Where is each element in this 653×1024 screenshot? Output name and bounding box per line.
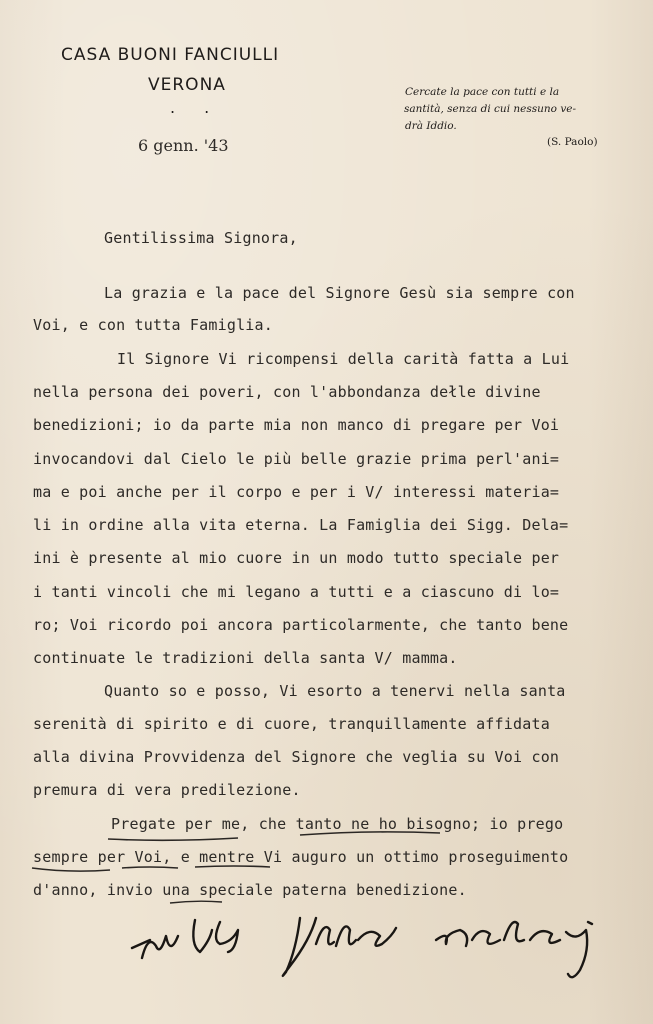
handwritten-signature — [120, 900, 620, 990]
underline-stroke — [122, 867, 178, 868]
body-line: premura di vera predilezione. — [33, 781, 301, 799]
underline-stroke — [195, 866, 270, 867]
body-line: d'anno, invio una speciale paterna benedizione. — [33, 881, 467, 899]
epigraph-line: Cercate la pace con tutti e la — [405, 86, 560, 98]
body-line: Il Signore Vi ricompensi della carità fatta a Lui — [117, 350, 570, 368]
salutation: Gentilissima Signora, — [104, 229, 298, 247]
letterhead-institution: CASA BUONI FANCIULLI — [61, 45, 280, 65]
body-line: i tanti vincoli che mi legano a tutti e a ciascuno di lo= — [33, 583, 560, 601]
letterhead-city: VERONA — [148, 75, 226, 95]
epigraph-source: (S. Paolo) — [547, 136, 598, 148]
underline-stroke — [300, 832, 440, 835]
epigraph-line: drà Iddio. — [405, 120, 457, 132]
body-line: serenità di spirito e di cuore, tranquillamente affidata — [33, 715, 550, 733]
body-line: alla divina Provvidenza del Signore che veglia su Voi con — [33, 748, 560, 766]
body-line: invocandovi dal Cielo le più belle grazie prima perl'ani= — [33, 450, 560, 468]
body-line: ini è presente al mio cuore in un modo tutto speciale per — [33, 549, 560, 567]
body-line: La grazia e la pace del Signore Gesù sia sempre con — [104, 284, 575, 302]
body-line: benedizioni; io da parte mia non manco di pregare per Voi — [33, 416, 560, 434]
body-line: Pregate per me, che tanto ne ho bisogno; io prego — [111, 815, 564, 833]
body-line: nella persona dei poveri, con l'abbondanza dełle divine — [33, 383, 541, 401]
body-line: Voi, e con tutta Famiglia. — [33, 316, 273, 334]
letterhead-dots: . . — [170, 98, 222, 117]
epigraph-line: santità, senza di cui nessuno ve- — [404, 103, 577, 115]
body-line: ro; Voi ricordo poi ancora particolarmente, che tanto bene — [33, 616, 569, 634]
underline-stroke — [108, 838, 238, 840]
body-line: ma e poi anche per il corpo e per i V/ interessi materia= — [33, 483, 560, 501]
body-line: li in ordine alla vita eterna. La Famiglia dei Sigg. Dela= — [33, 516, 569, 534]
letter-date: 6 genn. '43 — [138, 136, 229, 155]
underline-stroke — [32, 868, 110, 871]
body-line: Quanto so e posso, Vi esorto a tenervi nella santa — [104, 682, 566, 700]
body-line: sempre per Voi, e mentre Vi auguro un ottimo proseguimento — [33, 848, 569, 866]
body-line: continuate le tradizioni della santa V/ mamma. — [33, 649, 458, 667]
